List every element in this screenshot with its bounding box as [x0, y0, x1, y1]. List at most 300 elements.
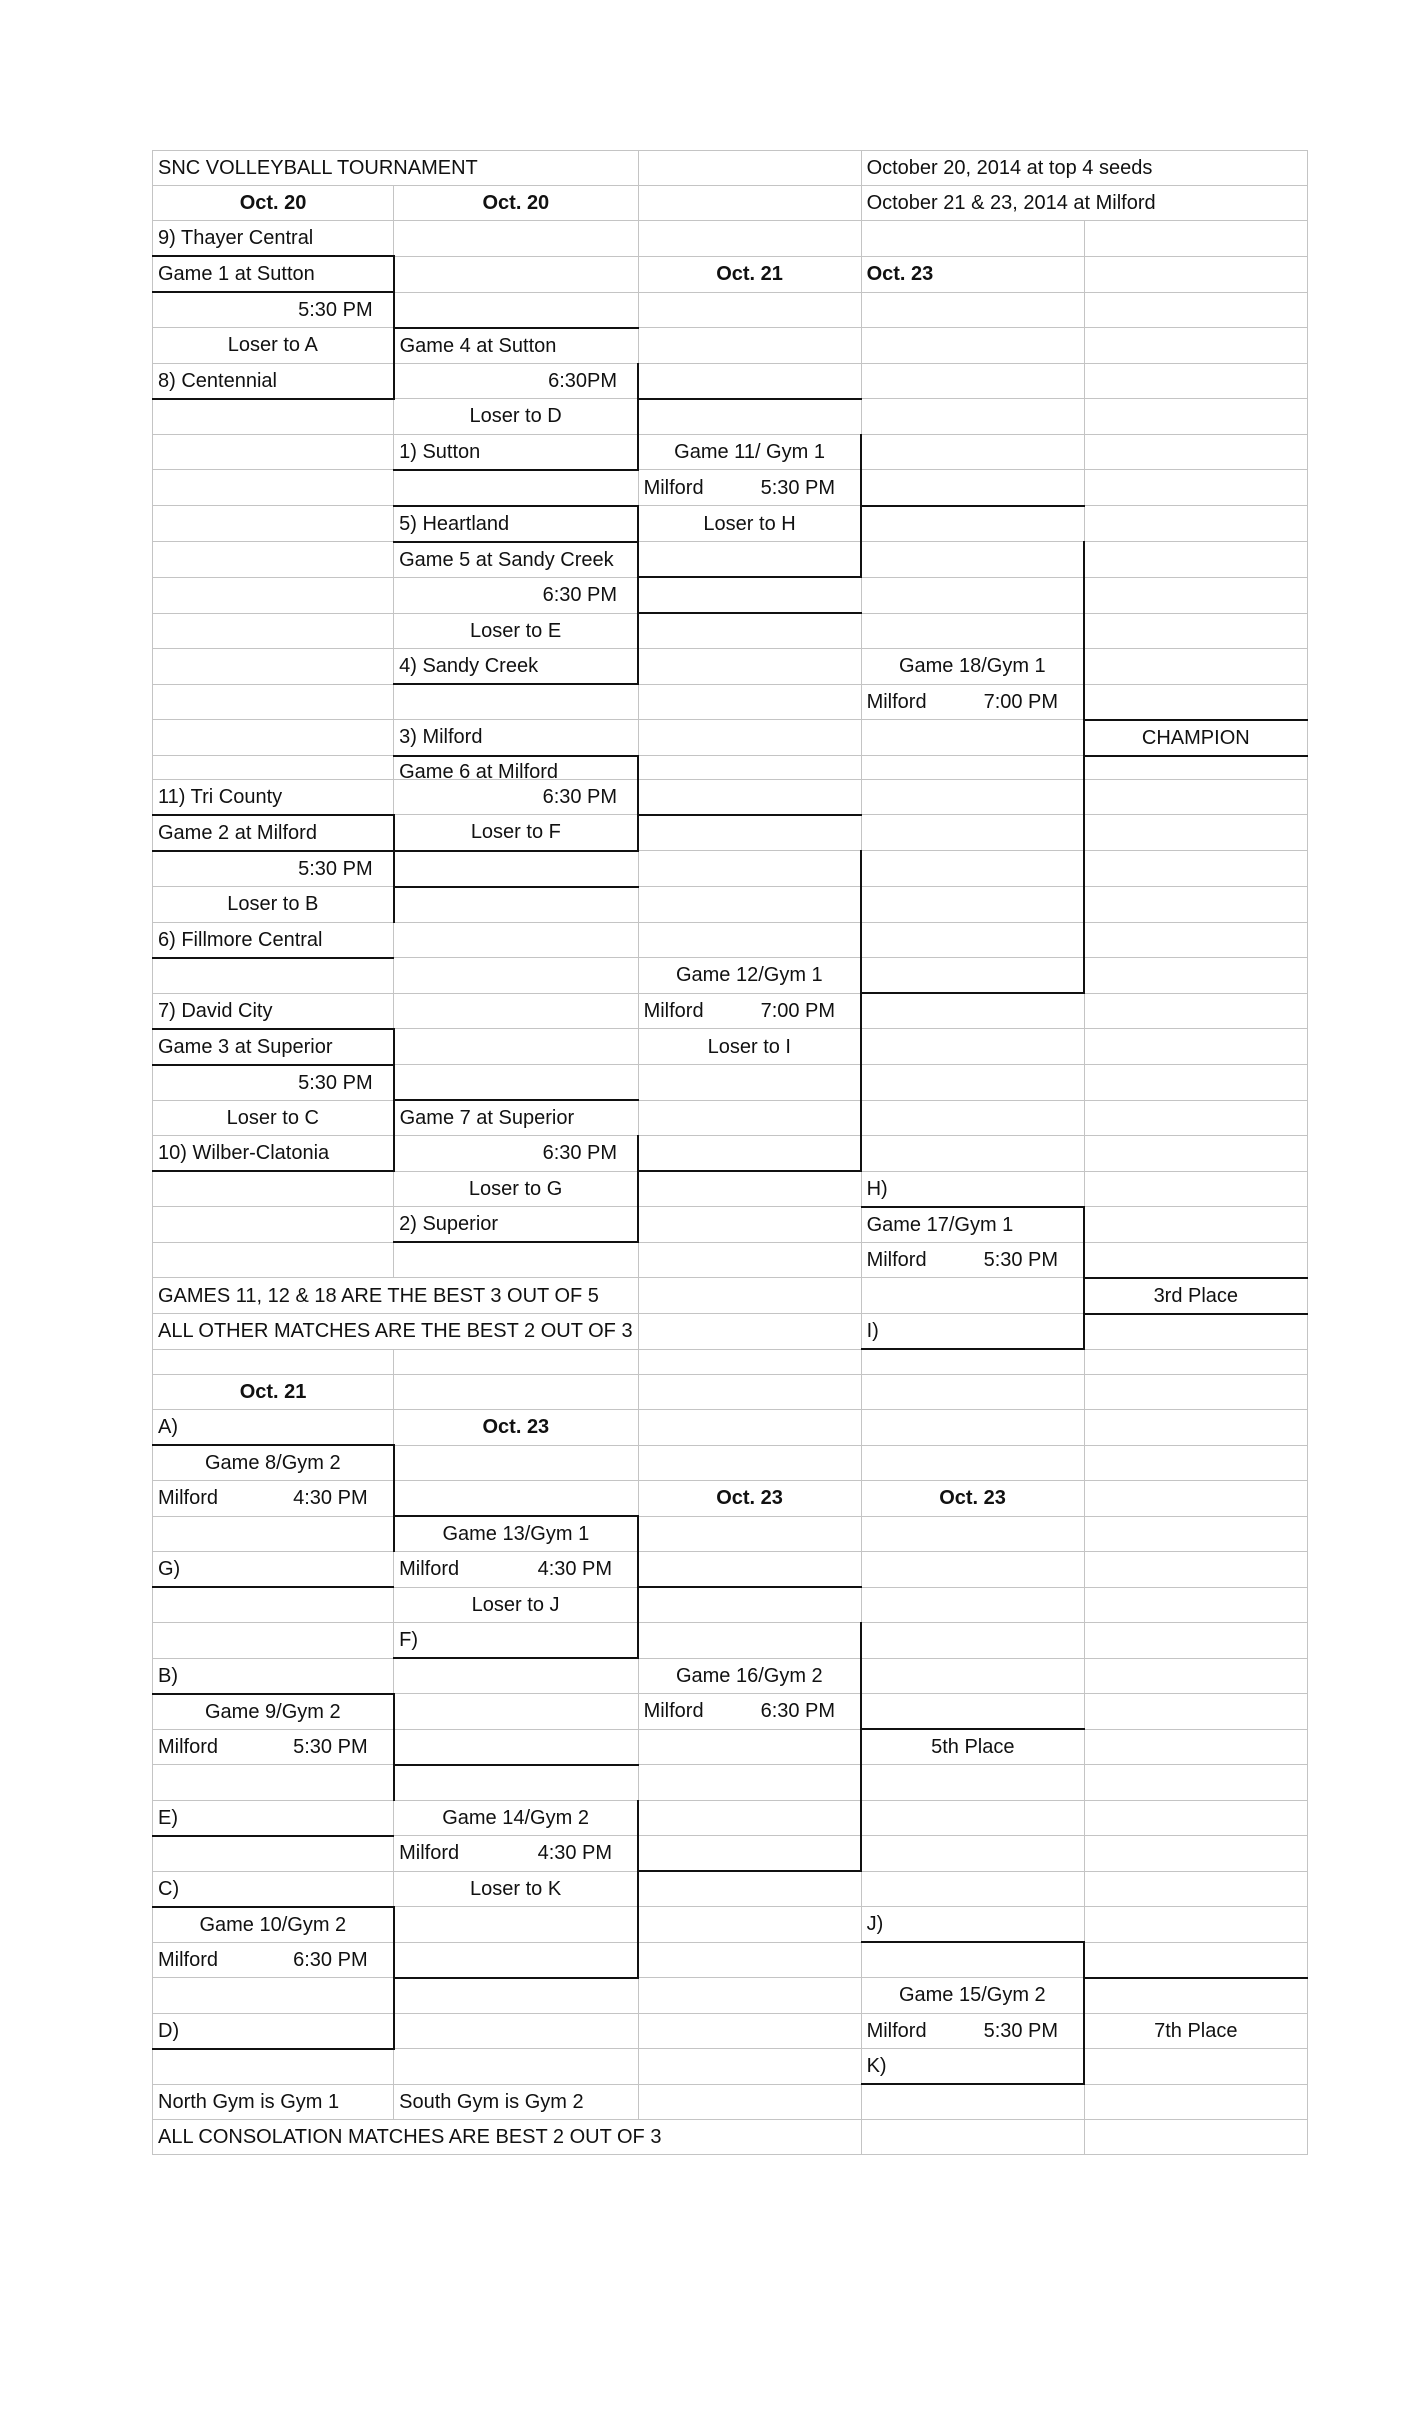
empty-cell — [861, 779, 1084, 815]
bracket-cell: ALL CONSOLATION MATCHES ARE BEST 2 OUT OF 3 — [153, 2120, 862, 2155]
empty-cell — [638, 1314, 861, 1350]
empty-cell — [1084, 958, 1307, 994]
bracket-cell — [153, 1729, 394, 1765]
bracket-cell — [394, 756, 638, 780]
empty-cell — [1084, 1029, 1307, 1065]
empty-cell — [638, 1207, 861, 1243]
empty-cell — [1084, 613, 1307, 649]
bracket-cell: GAMES 11, 12 & 18 ARE THE BEST 3 OUT OF 5 — [153, 1278, 639, 1314]
game-venue-time — [158, 1730, 388, 1764]
empty-cell — [638, 815, 861, 851]
bracket-row — [153, 1871, 1308, 1907]
bracket-cell: Oct. 23 — [394, 1410, 638, 1446]
bracket-cell: D) — [153, 2013, 394, 2049]
game-venue-time — [399, 1552, 632, 1586]
empty-cell — [394, 2049, 638, 2085]
empty-cell — [1084, 1871, 1307, 1907]
empty-cell — [638, 1942, 861, 1978]
empty-cell — [861, 1694, 1084, 1730]
bracket-cell: Game 9/Gym 2 — [153, 1694, 394, 1730]
bracket-cell — [638, 1694, 861, 1730]
empty-cell — [638, 292, 861, 328]
empty-cell — [153, 613, 394, 649]
empty-cell — [861, 542, 1084, 578]
empty-cell — [153, 1207, 394, 1243]
bracket-cell: Loser to A — [153, 328, 394, 364]
bracket-row — [153, 1729, 1308, 1765]
empty-cell — [861, 1065, 1084, 1101]
time-label: 5:30 PM — [983, 2019, 1059, 2042]
empty-cell — [153, 1623, 394, 1659]
empty-cell — [861, 1942, 1084, 1978]
empty-cell — [861, 470, 1084, 506]
bracket-cell — [861, 1242, 1084, 1278]
empty-cell — [153, 577, 394, 613]
empty-cell — [394, 2013, 638, 2049]
time-label: 4:30 PM — [537, 1558, 613, 1581]
bracket-cell: 6:30PM — [394, 363, 638, 399]
empty-cell — [1084, 1242, 1307, 1278]
bracket-cell: South Gym is Gym 2 — [394, 2084, 638, 2120]
empty-cell — [638, 542, 861, 578]
empty-cell — [394, 1242, 638, 1278]
bracket-row — [153, 1065, 1308, 1101]
empty-cell — [638, 1765, 861, 1801]
empty-cell — [394, 993, 638, 1029]
bracket-row — [153, 1207, 1308, 1243]
empty-cell — [1084, 1552, 1307, 1588]
game-venue-time — [644, 1694, 856, 1728]
bracket-row — [153, 1171, 1308, 1207]
bracket-cell: C) — [153, 1871, 394, 1907]
empty-cell — [1084, 1836, 1307, 1872]
venue-label: Milford — [399, 1558, 460, 1581]
bracket-cell: Game 18/Gym 1 — [861, 649, 1084, 685]
empty-cell — [638, 922, 861, 958]
empty-cell — [861, 1445, 1084, 1481]
bracket-cell: North Gym is Gym 1 — [153, 2084, 394, 2120]
venue-label: Milford — [158, 1735, 219, 1758]
empty-cell — [1084, 399, 1307, 435]
empty-cell — [153, 1349, 394, 1375]
empty-cell — [394, 1942, 638, 1978]
empty-cell — [394, 1065, 638, 1101]
empty-cell — [638, 328, 861, 364]
empty-cell — [1084, 1375, 1307, 1410]
empty-cell — [1084, 1658, 1307, 1694]
bracket-cell: Oct. 23 — [861, 256, 1084, 292]
bracket-cell — [394, 1836, 638, 1872]
empty-cell — [1084, 1765, 1307, 1801]
bracket-cell: Game 17/Gym 1 — [861, 1207, 1084, 1243]
empty-cell — [638, 1278, 861, 1314]
bracket-cell: Oct. 20 — [394, 186, 638, 221]
empty-cell — [861, 434, 1084, 470]
empty-cell — [1084, 922, 1307, 958]
empty-cell — [638, 1729, 861, 1765]
bracket-cell: 4) Sandy Creek — [394, 649, 638, 685]
game-venue-time — [867, 1243, 1079, 1277]
game-venue-time — [158, 1943, 388, 1977]
empty-cell — [1084, 1623, 1307, 1659]
empty-cell — [153, 470, 394, 506]
bracket-row — [153, 1136, 1308, 1172]
empty-cell — [861, 815, 1084, 851]
bracket-cell: Game 3 at Superior — [153, 1029, 394, 1065]
empty-cell — [394, 887, 638, 923]
bracket-cell: E) — [153, 1800, 394, 1836]
bracket-cell: Oct. 20 — [153, 186, 394, 221]
empty-cell — [153, 1516, 394, 1552]
bracket-cell: 8) Centennial — [153, 363, 394, 399]
bracket-row — [153, 2120, 1308, 2155]
empty-cell — [638, 1136, 861, 1172]
bracket-cell: Loser to D — [394, 399, 638, 435]
bracket-row — [153, 1375, 1308, 1410]
empty-cell — [394, 1694, 638, 1730]
empty-cell — [153, 756, 394, 780]
empty-cell — [638, 1171, 861, 1207]
empty-cell — [1084, 1587, 1307, 1623]
empty-cell — [861, 2084, 1084, 2120]
empty-cell — [1084, 1100, 1307, 1136]
empty-cell — [153, 399, 394, 435]
venue-label: Milford — [643, 476, 704, 499]
empty-cell — [394, 1729, 638, 1765]
empty-cell — [861, 1587, 1084, 1623]
bracket-cell: October 20, 2014 at top 4 seeds — [861, 151, 1307, 186]
bracket-row — [153, 399, 1308, 435]
bracket-cell: H) — [861, 1171, 1084, 1207]
bracket-cell: Game 1 at Sutton — [153, 256, 394, 292]
time-label: 6:30 PM — [293, 1948, 368, 1971]
bracket-row — [153, 221, 1308, 257]
empty-cell — [153, 542, 394, 578]
empty-cell — [394, 958, 638, 994]
empty-cell — [394, 1658, 638, 1694]
bracket-cell: Game 12/Gym 1 — [638, 958, 861, 994]
bracket-row — [153, 1445, 1308, 1481]
bracket-cell: Loser to K — [394, 1871, 638, 1907]
empty-cell — [861, 1100, 1084, 1136]
empty-cell — [153, 958, 394, 994]
bracket-cell: 7) David City — [153, 993, 394, 1029]
empty-cell — [1084, 470, 1307, 506]
empty-cell — [1084, 779, 1307, 815]
empty-cell — [1084, 1410, 1307, 1446]
bracket-cell: G) — [153, 1552, 394, 1588]
empty-cell — [1084, 1481, 1307, 1517]
empty-cell — [861, 887, 1084, 923]
bracket-row — [153, 1552, 1308, 1588]
bracket-cell: 5:30 PM — [153, 292, 394, 328]
bracket-row — [153, 1765, 1308, 1801]
venue-label: Milford — [643, 1700, 704, 1723]
bracket-cell: 3) Milford — [394, 720, 638, 756]
empty-cell — [394, 1375, 638, 1410]
empty-cell — [1084, 649, 1307, 685]
empty-cell — [861, 1375, 1084, 1410]
bracket-cell: F) — [394, 1623, 638, 1659]
bracket-row — [153, 542, 1308, 578]
bracket-row — [153, 613, 1308, 649]
empty-cell — [1084, 2120, 1307, 2155]
time-label: 5:30 PM — [760, 476, 836, 499]
bracket-row — [153, 2049, 1308, 2085]
empty-cell — [1084, 328, 1307, 364]
empty-cell — [1084, 363, 1307, 399]
empty-cell — [1084, 1445, 1307, 1481]
bracket-cell: Game 7 at Superior — [394, 1100, 638, 1136]
empty-cell — [1084, 993, 1307, 1029]
empty-cell — [638, 399, 861, 435]
bracket-cell: Oct. 21 — [153, 1375, 394, 1410]
empty-cell — [1084, 1349, 1307, 1375]
bracket-row — [153, 779, 1308, 815]
bracket-cell — [861, 2013, 1084, 2049]
empty-cell — [638, 720, 861, 756]
bracket-cell: 10) Wilber-Clatonia — [153, 1136, 394, 1172]
bracket-cell: Game 11/ Gym 1 — [638, 434, 861, 470]
empty-cell — [638, 1623, 861, 1659]
empty-cell — [861, 720, 1084, 756]
bracket-row — [153, 186, 1308, 221]
bracket-cell: ALL OTHER MATCHES ARE THE BEST 2 OUT OF 3 — [153, 1314, 639, 1350]
empty-cell — [153, 684, 394, 720]
empty-cell — [861, 851, 1084, 887]
time-label: 7:00 PM — [983, 690, 1059, 713]
time-label: 4:30 PM — [537, 1842, 613, 1865]
empty-cell — [861, 1871, 1084, 1907]
bracket-cell: 5:30 PM — [153, 851, 394, 887]
bracket-cell: 6:30 PM — [394, 1136, 638, 1172]
bracket-row — [153, 887, 1308, 923]
empty-cell — [394, 684, 638, 720]
bracket-cell — [861, 684, 1084, 720]
empty-cell — [861, 1552, 1084, 1588]
empty-cell — [638, 2049, 861, 2085]
game-venue-time — [644, 471, 856, 505]
empty-cell — [861, 1623, 1084, 1659]
empty-cell — [638, 1871, 861, 1907]
empty-cell — [861, 1800, 1084, 1836]
bracket-row — [153, 1800, 1308, 1836]
venue-label: Milford — [866, 2019, 927, 2042]
bracket-cell: 2) Superior — [394, 1207, 638, 1243]
bracket-cell — [638, 993, 861, 1029]
bracket-cell: 5th Place — [861, 1729, 1084, 1765]
empty-cell — [1084, 1907, 1307, 1943]
time-label: 4:30 PM — [293, 1487, 368, 1510]
bracket-cell: Game 2 at Milford — [153, 815, 394, 851]
empty-cell — [153, 720, 394, 756]
bracket-rows — [153, 151, 1308, 2155]
bracket-cell: Oct. 21 — [638, 256, 861, 292]
empty-cell — [638, 1445, 861, 1481]
empty-cell — [153, 506, 394, 542]
bracket-cell: Oct. 23 — [638, 1481, 861, 1517]
bracket-row — [153, 1907, 1308, 1943]
empty-cell — [861, 1029, 1084, 1065]
bracket-cell: 3rd Place — [1084, 1278, 1307, 1314]
empty-cell — [1084, 577, 1307, 613]
empty-cell — [153, 1765, 394, 1801]
bracket-row — [153, 363, 1308, 399]
empty-cell — [861, 958, 1084, 994]
bracket-row — [153, 470, 1308, 506]
empty-cell — [861, 363, 1084, 399]
empty-cell — [861, 1410, 1084, 1446]
time-label: 5:30 PM — [293, 1735, 368, 1758]
bracket-cell: Game 15/Gym 2 — [861, 1978, 1084, 2014]
bracket-row — [153, 2013, 1308, 2049]
empty-cell — [1084, 542, 1307, 578]
bracket-cell: Oct. 23 — [861, 1481, 1084, 1517]
bracket-cell: 11) Tri County — [153, 779, 394, 815]
bracket-row — [153, 1029, 1308, 1065]
empty-cell — [638, 1587, 861, 1623]
empty-cell — [1084, 1516, 1307, 1552]
time-label: 5:30 PM — [983, 1248, 1059, 1271]
bracket-cell: Game 10/Gym 2 — [153, 1907, 394, 1943]
bracket-row — [153, 1410, 1308, 1446]
empty-cell — [394, 851, 638, 887]
empty-cell — [638, 1100, 861, 1136]
empty-cell — [861, 2120, 1084, 2155]
bracket-cell: 9) Thayer Central — [153, 221, 394, 257]
empty-cell — [638, 684, 861, 720]
empty-cell — [1084, 1314, 1307, 1350]
empty-cell — [1084, 292, 1307, 328]
empty-cell — [394, 256, 638, 292]
bracket-row — [153, 1942, 1308, 1978]
bracket-cell: Loser to B — [153, 887, 394, 923]
time-label: 6:30 PM — [760, 1700, 836, 1723]
empty-cell — [394, 922, 638, 958]
bracket-cell: Loser to I — [638, 1029, 861, 1065]
bracket-row — [153, 1349, 1308, 1375]
empty-cell — [1084, 887, 1307, 923]
clipped-label: Game 6 at Milford — [399, 760, 559, 779]
empty-cell — [638, 2084, 861, 2120]
bracket-row — [153, 1623, 1308, 1659]
empty-cell — [1084, 1207, 1307, 1243]
empty-cell — [861, 1765, 1084, 1801]
bracket-cell: 1) Sutton — [394, 434, 638, 470]
empty-cell — [638, 887, 861, 923]
bracket-cell: 6) Fillmore Central — [153, 922, 394, 958]
bracket-row — [153, 815, 1308, 851]
bracket-cell: K) — [861, 2049, 1084, 2085]
empty-cell — [394, 221, 638, 257]
bracket-row — [153, 684, 1308, 720]
bracket-row — [153, 922, 1308, 958]
empty-cell — [394, 292, 638, 328]
bracket-cell: Loser to C — [153, 1100, 394, 1136]
bracket-row — [153, 851, 1308, 887]
empty-cell — [861, 292, 1084, 328]
venue-label: Milford — [158, 1487, 219, 1510]
bracket-row — [153, 2084, 1308, 2120]
empty-cell — [638, 1375, 861, 1410]
bracket-cell: J) — [861, 1907, 1084, 1943]
empty-cell — [638, 1410, 861, 1446]
bracket-row — [153, 151, 1308, 186]
empty-cell — [638, 1065, 861, 1101]
empty-cell — [638, 363, 861, 399]
empty-cell — [1084, 815, 1307, 851]
bracket-row — [153, 1278, 1308, 1314]
empty-cell — [394, 1765, 638, 1801]
empty-cell — [861, 506, 1084, 542]
empty-cell — [394, 470, 638, 506]
bracket-cell — [394, 1552, 638, 1588]
empty-cell — [861, 577, 1084, 613]
bracket-row — [153, 756, 1308, 780]
tournament-bracket-sheet — [152, 150, 1308, 2155]
empty-cell — [638, 613, 861, 649]
empty-cell — [153, 2049, 394, 2085]
game-venue-time — [867, 685, 1079, 719]
empty-cell — [638, 1978, 861, 2014]
bracket-cell: SNC VOLLEYBALL TOURNAMENT — [153, 151, 639, 186]
empty-cell — [638, 1836, 861, 1872]
empty-cell — [1084, 684, 1307, 720]
empty-cell — [1084, 434, 1307, 470]
empty-cell — [1084, 2084, 1307, 2120]
bracket-cell: October 21 & 23, 2014 at Milford — [861, 186, 1307, 221]
empty-cell — [394, 1907, 638, 1943]
empty-cell — [638, 756, 861, 780]
empty-cell — [638, 1800, 861, 1836]
venue-label: Milford — [399, 1842, 460, 1865]
empty-cell — [638, 779, 861, 815]
empty-cell — [861, 1136, 1084, 1172]
bracket-row — [153, 1314, 1308, 1350]
bracket-row — [153, 958, 1308, 994]
bracket-cell: Game 14/Gym 2 — [394, 1800, 638, 1836]
bracket-cell: CHAMPION — [1084, 720, 1307, 756]
game-venue-time — [158, 1481, 388, 1515]
empty-cell — [1084, 256, 1307, 292]
empty-cell — [861, 399, 1084, 435]
empty-cell — [638, 1516, 861, 1552]
bracket-cell: Game 5 at Sandy Creek — [394, 542, 638, 578]
venue-label: Milford — [158, 1948, 219, 1971]
bracket-row — [153, 328, 1308, 364]
empty-cell — [153, 1836, 394, 1872]
bracket-row — [153, 1242, 1308, 1278]
empty-cell — [394, 1481, 638, 1517]
bracket-cell: Game 16/Gym 2 — [638, 1658, 861, 1694]
bracket-cell: Loser to G — [394, 1171, 638, 1207]
bracket-cell — [638, 470, 861, 506]
empty-cell — [1084, 1136, 1307, 1172]
bracket-row — [153, 993, 1308, 1029]
empty-cell — [861, 1278, 1084, 1314]
venue-label: Milford — [866, 1248, 927, 1271]
empty-cell — [1084, 1942, 1307, 1978]
empty-cell — [394, 1445, 638, 1481]
empty-cell — [1084, 1171, 1307, 1207]
bracket-cell: Loser to J — [394, 1587, 638, 1623]
empty-cell — [153, 1587, 394, 1623]
empty-cell — [861, 613, 1084, 649]
empty-cell — [153, 1242, 394, 1278]
empty-cell — [638, 1349, 861, 1375]
empty-cell — [861, 993, 1084, 1029]
bracket-row — [153, 577, 1308, 613]
